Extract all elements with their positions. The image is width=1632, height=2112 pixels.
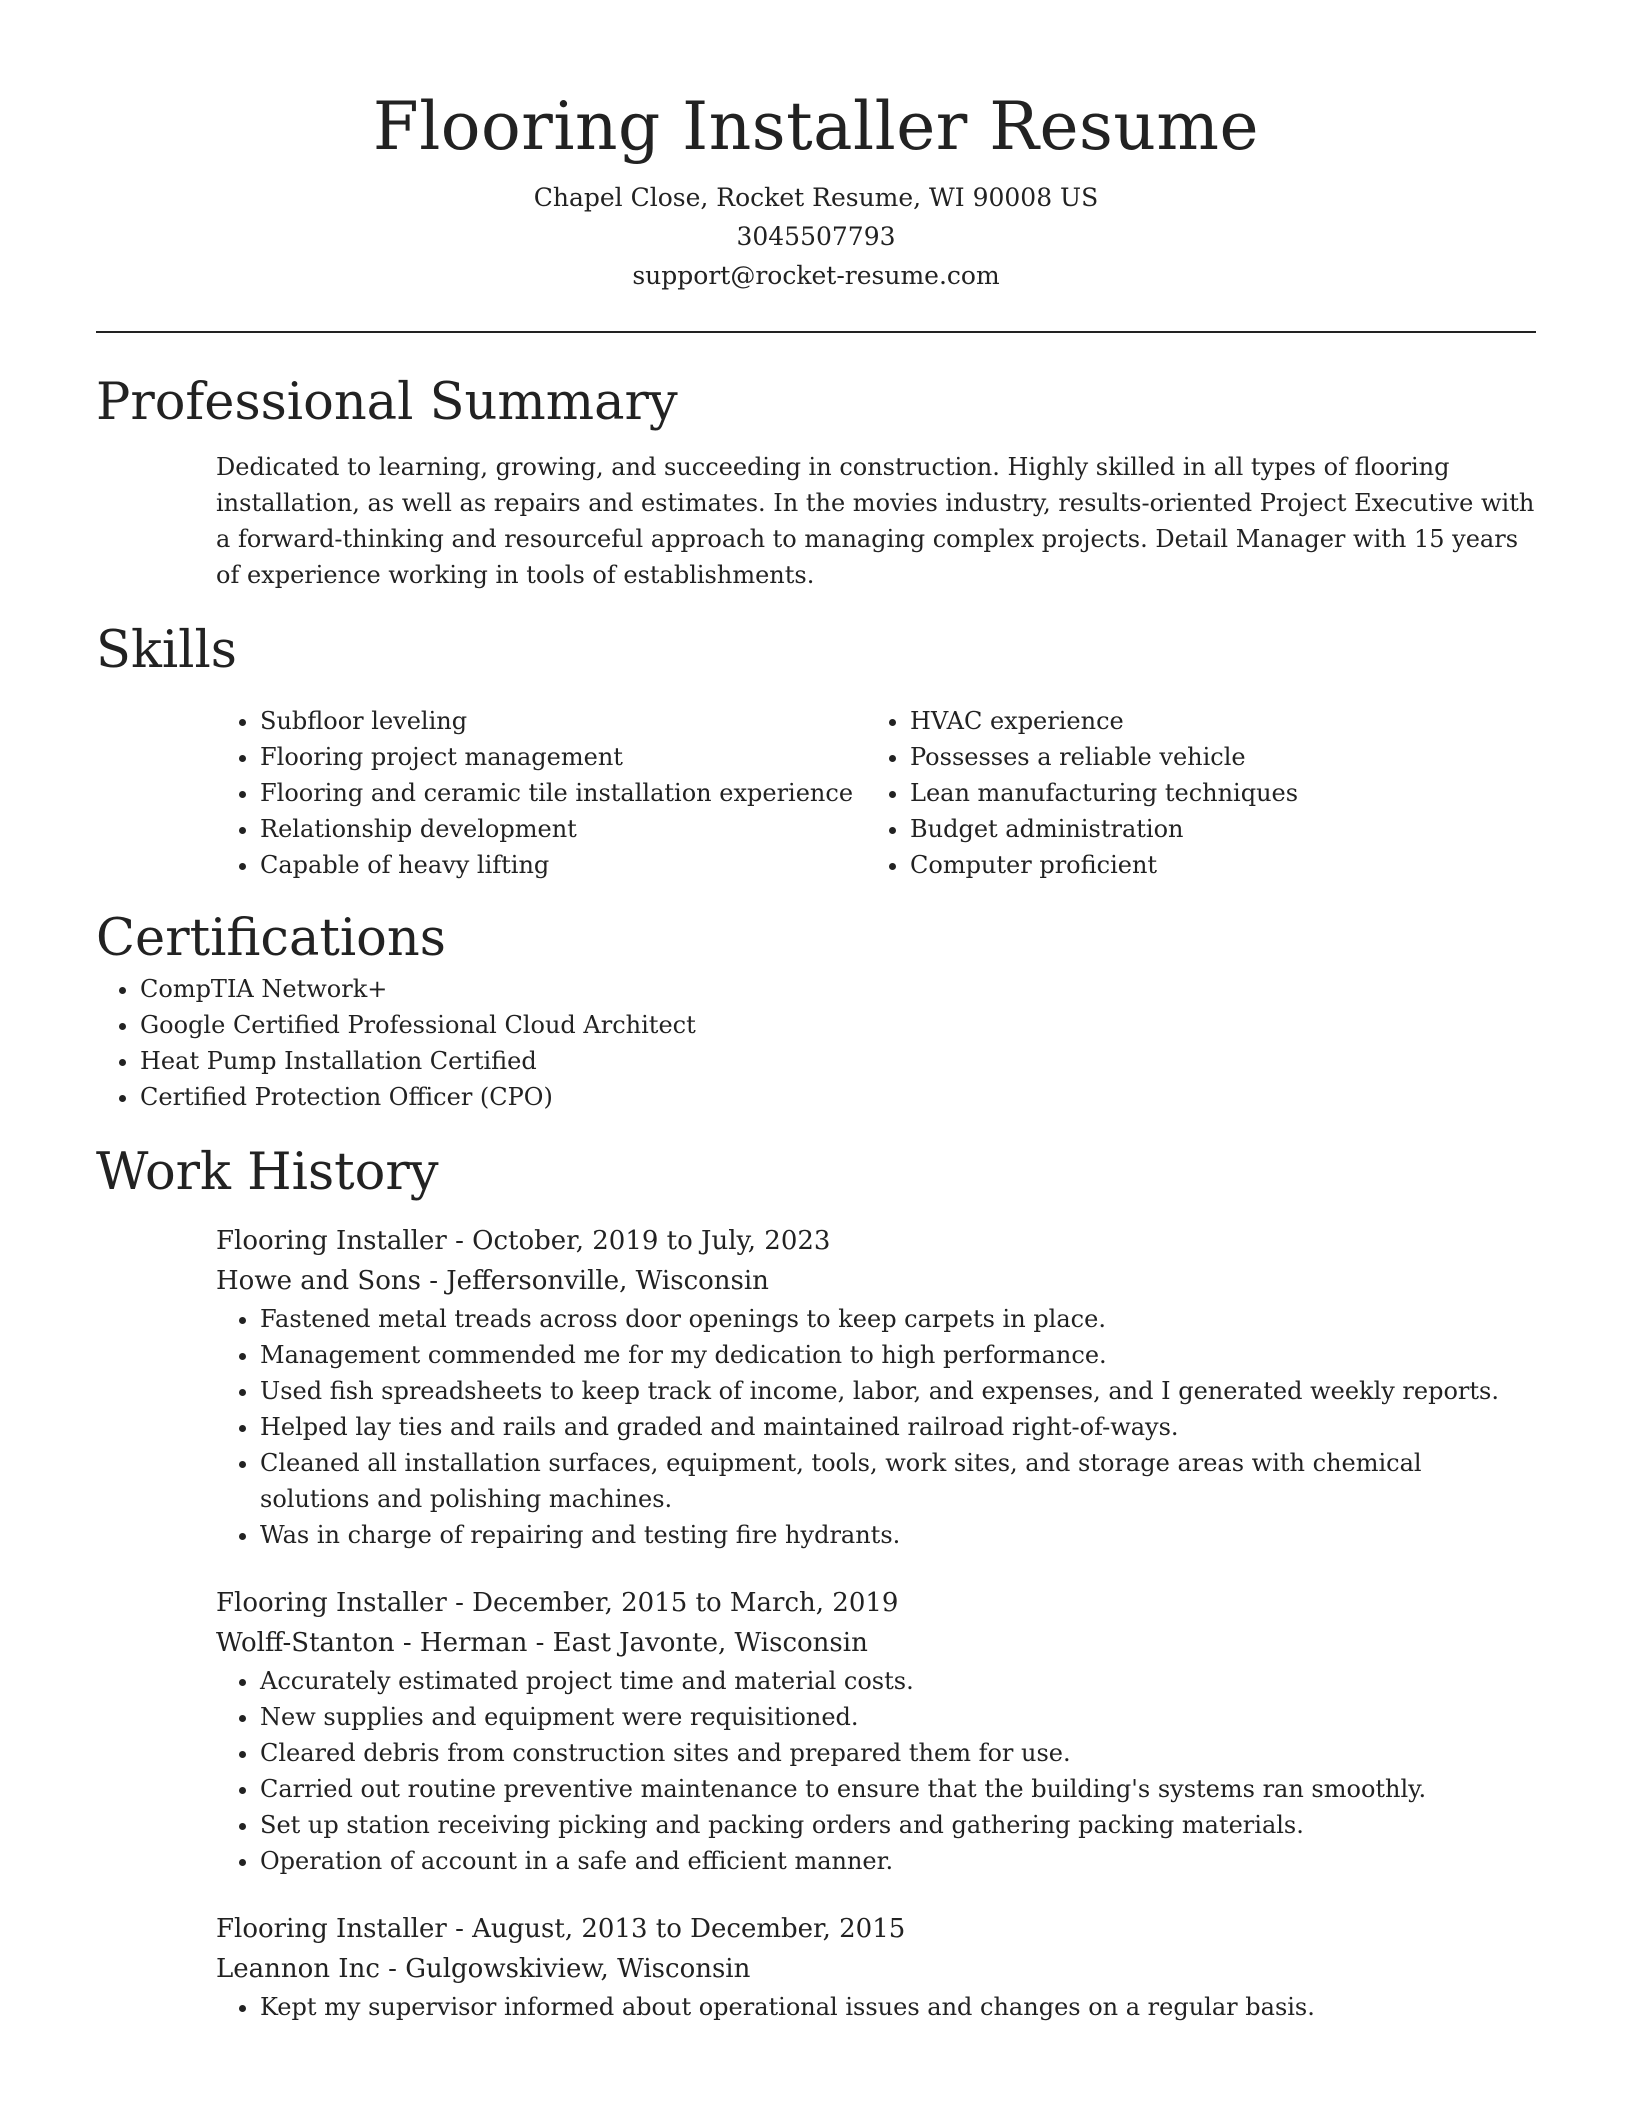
skill-item: • Flooring project management	[260, 739, 866, 775]
skill-item: • Lean manufacturing techniques	[910, 775, 1516, 811]
job-bullet: • Accurately estimated project time and material costs.	[260, 1663, 1536, 1699]
job-bullet: • Cleaned all installation surfaces, equipment, tools, work sites, and storage areas with chemical solutions and polishing machines.	[260, 1445, 1536, 1517]
job-title: Flooring Installer - August, 2013 to December, 2015	[216, 1914, 906, 1944]
skill-item: • Flooring and ceramic tile installation experience	[260, 775, 866, 811]
skills-column-right	[866, 703, 1516, 883]
job-bullet: • Fastened metal treads across door openings to keep carpets in place.	[260, 1301, 1536, 1337]
contact-email: support@rocket-resume.com	[632, 261, 1000, 290]
work-history-section	[96, 1141, 1536, 2025]
resume-header	[96, 0, 1536, 295]
job-title: Flooring Installer - December, 2015 to March, 2019	[216, 1588, 899, 1618]
certification-item: • CompTIA Network+	[140, 971, 1536, 1007]
skill-item: • Capable of heavy lifting	[260, 847, 866, 883]
skill-item: • Computer proficient	[910, 847, 1516, 883]
certification-item: • Google Certified Professional Cloud Architect	[140, 1007, 1536, 1043]
summary-section	[96, 371, 1536, 593]
skill-item: • Relationship development	[260, 811, 866, 847]
job-entry	[216, 1909, 1536, 2025]
work-history-heading: Work History	[96, 1143, 439, 1202]
summary-text: Dedicated to learning, growing, and succeeding in construction. Highly skilled in all types of flooring installation, as well as repairs and estimates. In the movies industry, results-oriented Project Executive with a forward-thinking and resourceful approach to managing complex projects. Detail Manager with 15 years of experience working in tools of establishments.	[216, 453, 1535, 589]
job-bullet: • New supplies and equipment were requisitioned.	[260, 1699, 1536, 1735]
job-company: Leannon Inc - Gulgowskiview, Wisconsin	[216, 1954, 751, 1984]
resume-page	[96, 0, 1536, 2025]
job-company: Wolff-Stanton - Herman - East Javonte, Wisconsin	[216, 1628, 868, 1658]
job-bullet: • Management commended me for my dedication to high performance.	[260, 1337, 1536, 1373]
header-divider	[96, 331, 1536, 333]
certifications-list	[96, 971, 1536, 1115]
summary-heading: Professional Summary	[96, 373, 678, 432]
resume-title: Flooring Installer Resume	[372, 88, 1260, 165]
skills-grid	[216, 703, 1536, 883]
skill-item: • Possesses a reliable vehicle	[910, 739, 1516, 775]
job-bullet: • Set up station receiving picking and packing orders and gathering packing materials.	[260, 1807, 1536, 1843]
skill-item: • Budget administration	[910, 811, 1516, 847]
job-bullet: • Cleared debris from construction sites and prepared them for use.	[260, 1735, 1536, 1771]
job-bullet: • Kept my supervisor informed about operational issues and changes on a regular basis.	[260, 1989, 1536, 2025]
job-company: Howe and Sons - Jeffersonville, Wisconsin	[216, 1266, 769, 1296]
job-bullets	[216, 1301, 1536, 1553]
job-bullet: • Was in charge of repairing and testing fire hydrants.	[260, 1517, 1536, 1553]
job-bullet: • Carried out routine preventive maintenance to ensure that the building's systems ran smoothly.	[260, 1771, 1536, 1807]
certifications-heading: Certifications	[96, 909, 446, 968]
job-bullet: • Helped lay ties and rails and graded and maintained railroad right-of-ways.	[260, 1409, 1536, 1445]
contact-block	[96, 178, 1536, 295]
job-bullets	[216, 1663, 1536, 1879]
certifications-section	[96, 907, 1536, 1115]
skill-item: • HVAC experience	[910, 703, 1516, 739]
skills-heading: Skills	[96, 621, 237, 680]
skills-column-left	[216, 703, 866, 883]
skill-item: • Subfloor leveling	[260, 703, 866, 739]
job-entry	[216, 1221, 1536, 1553]
job-title: Flooring Installer - October, 2019 to July, 2023	[216, 1226, 831, 1256]
certification-item: • Heat Pump Installation Certified	[140, 1043, 1536, 1079]
job-bullet: • Used fish spreadsheets to keep track of income, labor, and expenses, and I generated weekly reports.	[260, 1373, 1536, 1409]
job-bullet: • Operation of account in a safe and efficient manner.	[260, 1843, 1536, 1879]
job-bullets	[216, 1989, 1536, 2025]
skills-section	[96, 619, 1536, 883]
job-entry	[216, 1583, 1536, 1879]
certification-item: • Certified Protection Officer (CPO)	[140, 1079, 1536, 1115]
contact-phone: 3045507793	[736, 222, 896, 251]
contact-address: Chapel Close, Rocket Resume, WI 90008 US	[533, 183, 1099, 212]
